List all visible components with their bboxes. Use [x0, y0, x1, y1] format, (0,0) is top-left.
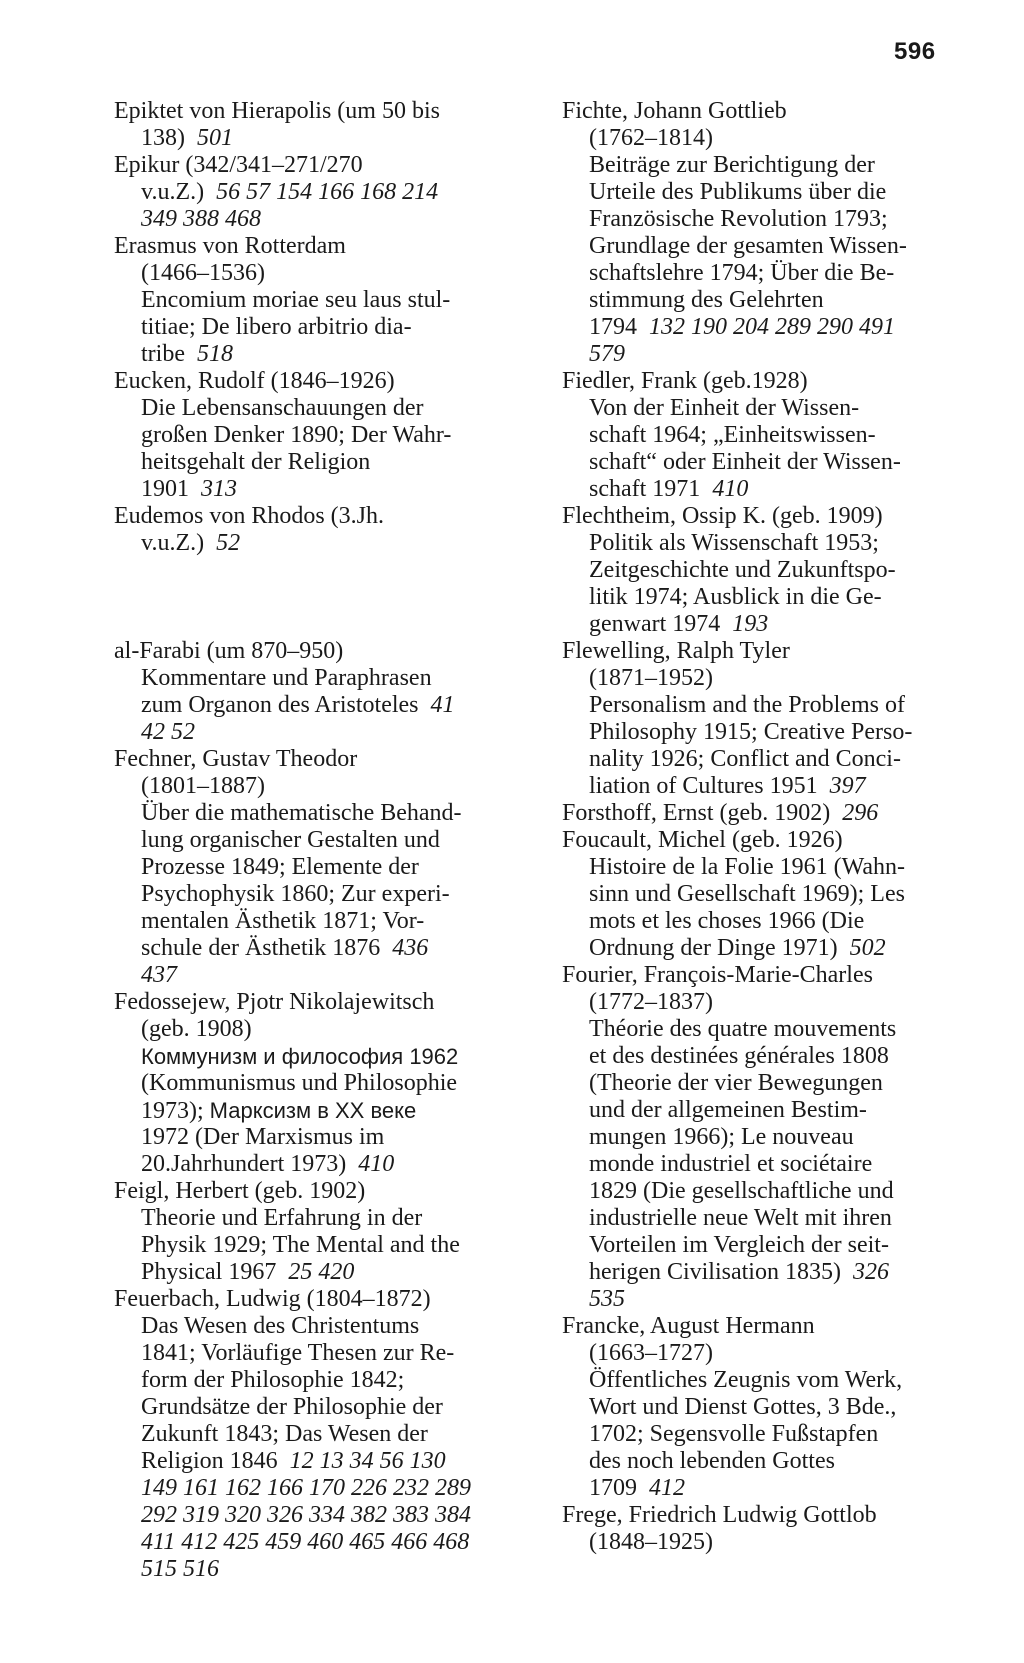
entry-line [562, 611, 978, 638]
index-entry [562, 800, 978, 827]
entry-text: Zukunft 1843; Das Wesen der [141, 1421, 428, 1447]
entry-line [114, 1016, 534, 1043]
entry-line [562, 1232, 978, 1259]
entry-text: Kommentare und Paraphrasen [141, 665, 432, 691]
entry-text: Ordnung der Dinge 1971) [589, 935, 838, 961]
entry-line [114, 1502, 534, 1529]
entry-line [114, 1394, 534, 1421]
entry-line [562, 692, 978, 719]
entry-text: Das Wesen des Christentums [141, 1313, 420, 1339]
entry-text: Urteile des Publikums über die [589, 179, 887, 205]
page-references: 502 [849, 935, 886, 961]
entry-text: Fichte, Johann Gottlieb [562, 98, 787, 124]
entry-line [562, 530, 978, 557]
entry-text: Encomium moriae seu laus stul- [141, 287, 451, 313]
entry-text: 1973); [141, 1098, 210, 1124]
entry-text: Grundsätze der Philosophie der [141, 1394, 443, 1420]
entry-text: 1702; Segensvolle Fußstapfen [589, 1421, 879, 1447]
page-references: 436 [392, 935, 429, 961]
entry-text: (1801–1887) [141, 773, 265, 799]
entry-text: 1841; Vorläufige Thesen zur Re- [141, 1340, 455, 1366]
entry-line [562, 422, 978, 449]
entry-line [114, 476, 534, 503]
entry-line [562, 665, 978, 692]
entry-heading-line [114, 1178, 534, 1205]
entry-text: 1709 [589, 1475, 637, 1501]
entry-heading-line [562, 1502, 978, 1529]
entry-line [562, 449, 978, 476]
entry-line [562, 260, 978, 287]
left-column [114, 98, 534, 1583]
entry-line [114, 800, 534, 827]
entry-line [114, 854, 534, 881]
entry-line [114, 1043, 534, 1070]
index-entry [114, 746, 534, 989]
page-references: 313 [201, 476, 237, 502]
entry-text: v.u.Z.) [141, 530, 205, 556]
entry-line [114, 1097, 534, 1124]
entry-line [562, 476, 978, 503]
index-entry [562, 1502, 978, 1556]
index-entry [562, 98, 978, 368]
entry-text: Eucken, Rudolf (1846–1926) [114, 368, 395, 394]
entry-text: Théorie des quatre mouvements [589, 1016, 897, 1042]
entry-line [562, 395, 978, 422]
entry-text: schaft“ oder Einheit der Wissen- [589, 449, 901, 475]
index-entry [114, 1286, 534, 1583]
entry-text: 1794 [589, 314, 637, 340]
entry-line [114, 1313, 534, 1340]
entry-heading-line [114, 368, 534, 395]
entry-text: Wort und Dienst Gottes, 3 Bde., [589, 1394, 897, 1420]
entry-text: Theorie und Erfahrung in der [141, 1205, 423, 1231]
entry-line [562, 179, 978, 206]
entry-text: Fechner, Gustav Theodor [114, 746, 358, 772]
entry-line [562, 1070, 978, 1097]
page-references: 42 52 [141, 719, 195, 745]
entry-heading-line [562, 827, 978, 854]
entry-text: Fedossejew, Pjotr Nikolajewitsch [114, 989, 435, 1015]
page-references: 410 [712, 476, 749, 502]
entry-text: lung organischer Gestalten und [141, 827, 440, 853]
right-column [562, 98, 978, 1556]
entry-line [114, 1340, 534, 1367]
entry-text: und der allgemeinen Bestim- [589, 1097, 867, 1123]
entry-line [562, 1016, 978, 1043]
entry-text: Forsthoff, Ernst (geb. 1902) [562, 800, 831, 826]
entry-text: Französische Revolution 1793; [589, 206, 888, 232]
entry-text: schaft 1964; „Einheitswissen- [589, 422, 876, 448]
entry-line [562, 1124, 978, 1151]
entry-line [114, 341, 534, 368]
entry-text: Die Lebensanschauungen der [141, 395, 424, 421]
entry-line [562, 1475, 978, 1502]
entry-heading-line [562, 503, 978, 530]
entry-line [114, 422, 534, 449]
entry-line [114, 665, 534, 692]
entry-line [114, 1070, 534, 1097]
entry-text: (1848–1925) [589, 1529, 713, 1555]
entry-text: Beiträge zur Berichtigung der [589, 152, 875, 178]
entry-text: (Kommunismus und Philosophie [141, 1070, 458, 1096]
entry-text: Psychophysik 1860; Zur experi- [141, 881, 450, 907]
entry-line [114, 530, 534, 557]
entry-text: Epiktet von Hierapolis (um 50 bis [114, 98, 440, 124]
entry-text: mentalen Ästhetik 1871; Vor- [141, 908, 425, 934]
entry-line [114, 449, 534, 476]
entry-line [562, 1043, 978, 1070]
entry-heading-line [114, 1286, 534, 1313]
entry-text: liation of Cultures 1951 [589, 773, 818, 799]
entry-line [114, 908, 534, 935]
entry-line [114, 1556, 534, 1583]
entry-text: Feigl, Herbert (geb. 1902) [114, 1178, 366, 1204]
index-entry [114, 638, 534, 746]
entry-text: (1663–1727) [589, 1340, 713, 1366]
entry-text: (1762–1814) [589, 125, 713, 151]
entry-line [114, 125, 534, 152]
entry-line [114, 1367, 534, 1394]
page-references: 349 388 468 [141, 206, 261, 232]
entry-line [562, 935, 978, 962]
entry-text: v.u.Z.) [141, 179, 205, 205]
entry-text: industrielle neue Welt mit ihren [589, 1205, 892, 1231]
entry-text: Eudemos von Rhodos (3.Jh. [114, 503, 384, 529]
entry-heading-line [562, 98, 978, 125]
entry-text: Fiedler, Frank (geb.1928) [562, 368, 808, 394]
entry-line [114, 1151, 534, 1178]
page-references: 12 13 34 56 130 [289, 1448, 446, 1474]
entry-line [114, 1259, 534, 1286]
entry-text: al-Farabi (um 870–950) [114, 638, 344, 664]
entry-line [114, 935, 534, 962]
entry-heading-line [562, 800, 978, 827]
entry-text: großen Denker 1890; Der Wahr- [141, 422, 452, 448]
entry-line [562, 557, 978, 584]
page-references: 132 190 204 289 290 491 [649, 314, 895, 340]
index-entry [562, 827, 978, 962]
entry-line [562, 125, 978, 152]
entry-text: Epikur (342/341–271/270 [114, 152, 363, 178]
entry-text: 1972 (Der Marxismus im [141, 1124, 385, 1150]
page-references: 397 [829, 773, 866, 799]
entry-text: tribe [141, 341, 185, 367]
entry-line [562, 1151, 978, 1178]
entry-line [562, 1178, 978, 1205]
entry-line [114, 881, 534, 908]
entry-text: Religion 1846 [141, 1448, 278, 1474]
page-references: 292 319 320 326 334 382 383 384 [141, 1502, 471, 1528]
entry-text: 20.Jahrhundert 1973) [141, 1151, 347, 1177]
entry-line [114, 773, 534, 800]
page-references: 437 [141, 962, 177, 988]
entry-text: Коммунизм и философия 1962 [141, 1044, 459, 1069]
entry-text: Von der Einheit der Wissen- [589, 395, 860, 421]
entry-line [562, 719, 978, 746]
page-references: 56 57 154 166 168 214 [216, 179, 439, 205]
entry-text: form der Philosophie 1842; [141, 1367, 405, 1393]
entry-text: Personalism and the Problems of [589, 692, 905, 718]
page-references: 296 [842, 800, 879, 826]
entry-line [114, 287, 534, 314]
index-entry [114, 1178, 534, 1286]
entry-heading-line [114, 638, 534, 665]
page-number: 596 [894, 38, 936, 65]
index-entry [114, 368, 534, 503]
entry-heading-line [114, 746, 534, 773]
entry-heading-line [114, 98, 534, 125]
entry-heading-line [562, 962, 978, 989]
entry-text: Zeitgeschichte und Zukunftspo- [589, 557, 896, 583]
entry-heading-line [562, 368, 978, 395]
page-references: 193 [732, 611, 769, 637]
entry-line [562, 1097, 978, 1124]
entry-text: stimmung des Gelehrten [589, 287, 824, 313]
index-entry [562, 962, 978, 1313]
page-references: 501 [197, 125, 233, 151]
entry-text: (geb. 1908) [141, 1016, 252, 1042]
entry-line [114, 395, 534, 422]
entry-line [114, 1475, 534, 1502]
entry-text: (1466–1536) [141, 260, 265, 286]
page-references: 410 [358, 1151, 395, 1177]
entry-line [562, 584, 978, 611]
entry-text: Über die mathematische Behand- [141, 800, 462, 826]
entry-text: Erasmus von Rotterdam [114, 233, 346, 259]
section-gap [114, 557, 534, 638]
entry-text: herigen Civilisation 1835) [589, 1259, 841, 1285]
entry-line [114, 1205, 534, 1232]
entry-text: schaft 1971 [589, 476, 701, 502]
entry-text: titiae; De libero arbitrio dia- [141, 314, 412, 340]
entry-line [562, 773, 978, 800]
entry-text: Francke, August Hermann [562, 1313, 815, 1339]
entry-text: Philosophy 1915; Creative Perso- [589, 719, 913, 745]
entry-text: Physik 1929; The Mental and the [141, 1232, 460, 1258]
page-references: 412 [649, 1475, 685, 1501]
entry-line [562, 314, 978, 341]
page-references: 149 161 162 166 170 226 232 289 [141, 1475, 471, 1501]
entry-text: sinn und Gesellschaft 1969); Les [589, 881, 905, 907]
entry-text: et des destinées générales 1808 [589, 1043, 889, 1069]
entry-text: heitsgehalt der Religion [141, 449, 371, 475]
entry-text: mungen 1966); Le nouveau [589, 1124, 854, 1150]
russian-title: Марксизм в XX веке [209, 1098, 417, 1123]
entry-text: nality 1926; Conflict and Conci- [589, 746, 901, 772]
index-entry [114, 503, 534, 557]
page-references: 579 [589, 341, 625, 367]
page-references: 41 [430, 692, 455, 718]
page-references: 52 [216, 530, 241, 556]
entry-line [114, 260, 534, 287]
entry-heading-line [114, 233, 534, 260]
entry-text: monde industriel et sociétaire [589, 1151, 873, 1177]
entry-text: Öffentliches Zeugnis vom Werk, [589, 1367, 903, 1393]
index-entry [114, 233, 534, 368]
index-entry [114, 152, 534, 233]
entry-line [562, 341, 978, 368]
entry-text: schule der Ästhetik 1876 [141, 935, 381, 961]
entry-text: Histoire de la Folie 1961 (Wahn- [589, 854, 905, 880]
entry-line [562, 1340, 978, 1367]
entry-text: des noch lebenden Gottes [589, 1448, 835, 1474]
entry-line [114, 962, 534, 989]
entry-text: (1871–1952) [589, 665, 713, 691]
entry-line [562, 1259, 978, 1286]
entry-line [114, 692, 534, 719]
page-references: 25 420 [288, 1259, 355, 1285]
entry-line [114, 179, 534, 206]
entry-line [562, 1421, 978, 1448]
entry-text: Flechtheim, Ossip K. (geb. 1909) [562, 503, 883, 529]
index-entry [562, 503, 978, 638]
entry-line [562, 233, 978, 260]
entry-line [114, 827, 534, 854]
entry-text: Politik als Wissenschaft 1953; [589, 530, 879, 556]
entry-line [562, 1367, 978, 1394]
entry-line [114, 719, 534, 746]
entry-text: zum Organon des Aristoteles [141, 692, 419, 718]
entry-line [114, 314, 534, 341]
entry-line [562, 1286, 978, 1313]
entry-line [562, 206, 978, 233]
entry-heading-line [562, 638, 978, 665]
entry-text: schaftslehre 1794; Über die Be- [589, 260, 895, 286]
entry-line [114, 1529, 534, 1556]
entry-heading-line [114, 989, 534, 1016]
index-entry [114, 98, 534, 152]
page-references: 411 412 425 459 460 465 466 468 [141, 1529, 470, 1555]
entry-line [562, 1529, 978, 1556]
entry-text: litik 1974; Ausblick in die Ge- [589, 584, 882, 610]
entry-text: mots et les choses 1966 (Die [589, 908, 865, 934]
entry-line [562, 908, 978, 935]
index-entry [562, 368, 978, 503]
page-references: 326 [852, 1259, 889, 1285]
entry-line [114, 1421, 534, 1448]
entry-text: Feuerbach, Ludwig (1804–1872) [114, 1286, 431, 1312]
entry-line [562, 746, 978, 773]
entry-text: 1901 [141, 476, 189, 502]
entry-line [562, 989, 978, 1016]
page-references: 518 [196, 341, 233, 367]
page-references: 515 516 [141, 1556, 219, 1582]
entry-text: Frege, Friedrich Ludwig Gottlob [562, 1502, 877, 1528]
entry-line [114, 206, 534, 233]
entry-text: (Theorie der vier Bewegungen [589, 1070, 883, 1096]
entry-line [114, 1448, 534, 1475]
entry-line [562, 881, 978, 908]
entry-heading-line [562, 1313, 978, 1340]
entry-text: Flewelling, Ralph Tyler [562, 638, 790, 664]
index-entry [562, 1313, 978, 1502]
page-references: 535 [589, 1286, 625, 1312]
entry-text: 138) [141, 125, 185, 151]
entry-text: genwart 1974 [589, 611, 721, 637]
entry-line [562, 152, 978, 179]
entry-line [562, 1448, 978, 1475]
entry-text: 1829 (Die gesellschaftliche und [589, 1178, 894, 1204]
entry-text: Fourier, François-Marie-Charles [562, 962, 873, 988]
entry-line [114, 1232, 534, 1259]
index-entry [562, 638, 978, 800]
entry-text: Prozesse 1849; Elemente der [141, 854, 419, 880]
entry-text: Physical 1967 [141, 1259, 277, 1285]
entry-heading-line [114, 503, 534, 530]
entry-line [562, 1394, 978, 1421]
entry-line [562, 287, 978, 314]
entry-heading-line [114, 152, 534, 179]
entry-line [562, 1205, 978, 1232]
entry-text: Grundlage der gesamten Wissen- [589, 233, 907, 259]
entry-line [562, 854, 978, 881]
entry-text: (1772–1837) [589, 989, 713, 1015]
index-entry [114, 989, 534, 1178]
entry-line [114, 1124, 534, 1151]
entry-text: Foucault, Michel (geb. 1926) [562, 827, 843, 853]
entry-text: Vorteilen im Vergleich der seit- [589, 1232, 889, 1258]
